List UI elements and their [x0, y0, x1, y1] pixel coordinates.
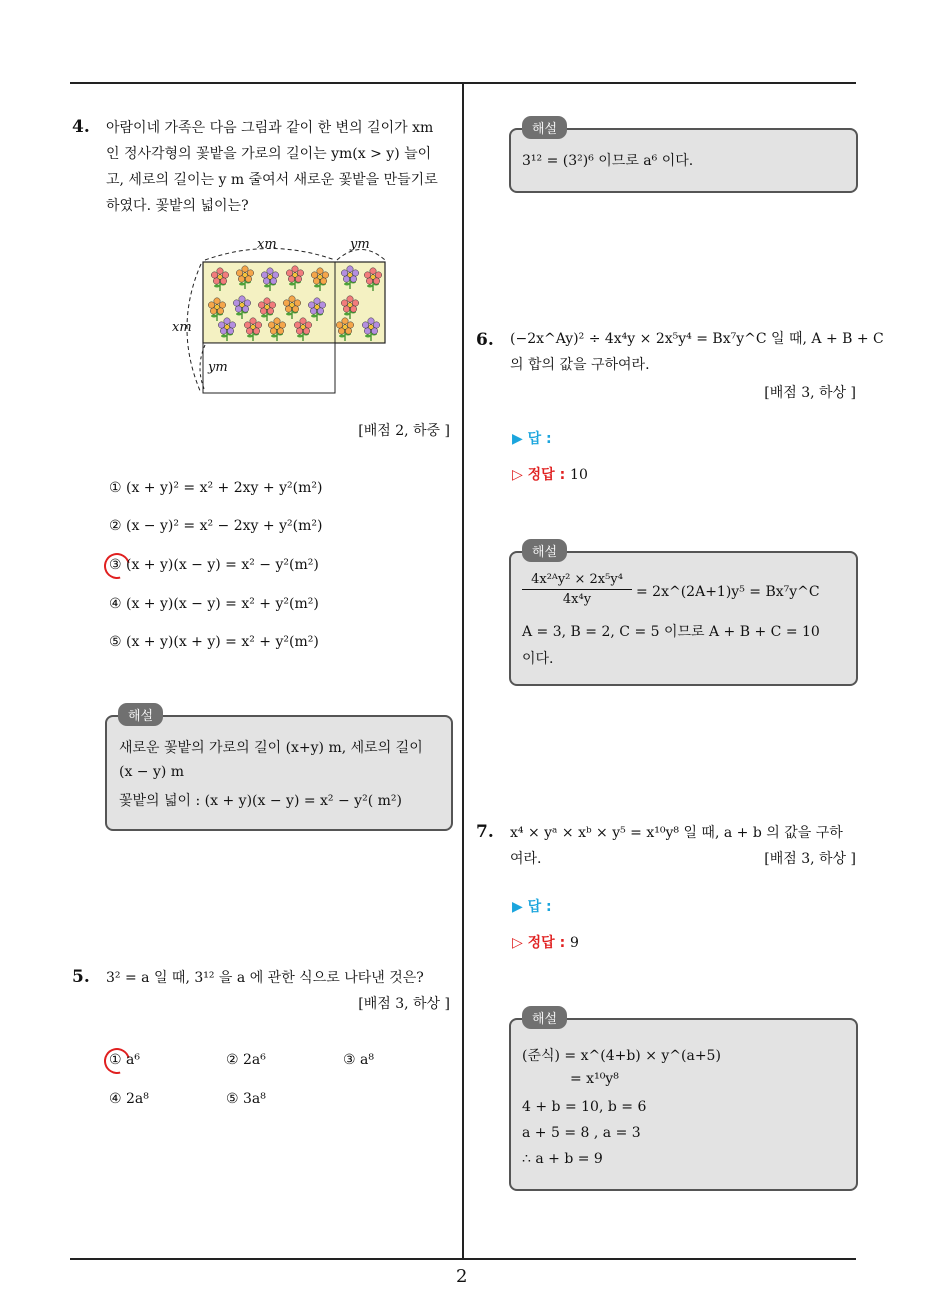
- explanation-line: = x¹⁰y⁸: [570, 1071, 619, 1087]
- choice-3[interactable]: ③ (x + y)(x − y) = x² − y²(m²): [109, 557, 319, 573]
- choice-5[interactable]: ⑤ 3a⁸: [226, 1091, 266, 1107]
- question-5-score: [배점 3, 하상 ]: [358, 996, 450, 1012]
- correct-value: 10: [570, 467, 588, 483]
- question-6-score: [배점 3, 하상 ]: [764, 385, 856, 401]
- question-6-number: 6.: [476, 330, 494, 350]
- figure-label-top-y: ym: [350, 237, 370, 252]
- bottom-rule: [70, 1258, 856, 1260]
- choice-2[interactable]: ② 2a⁶: [226, 1052, 266, 1068]
- fraction-numerator: 4x²ᴬy² × 2x⁵y⁴: [531, 572, 623, 587]
- explanation-line: 4 + b = 10, b = 6: [522, 1099, 647, 1115]
- figure-label-left-x: xm: [172, 320, 192, 335]
- choice-1[interactable]: ① a⁶: [109, 1052, 140, 1068]
- explanation-line: 3¹² = (3²)⁶ 이므로 a⁶ 이다.: [522, 153, 694, 169]
- answer-label: ▶ 답 :: [512, 431, 552, 447]
- fraction: [522, 572, 632, 607]
- flower-garden-figure: [165, 235, 395, 400]
- explanation-line: 이다.: [522, 651, 554, 667]
- correct-label: ▷ 정답 :: [512, 467, 566, 483]
- explanation-line: 꽃밭의 넓이 : (x + y)(x − y) = x² − y²( m²): [119, 793, 402, 809]
- page-number: 2: [456, 1266, 468, 1287]
- figure-label-top-x: xm: [257, 237, 277, 252]
- fraction-denominator: 4x⁴y: [562, 592, 592, 607]
- explanation-tag: 해설: [522, 539, 567, 562]
- question-4-line: 고, 세로의 길이는 y m 줄여서 새로운 꽃밭을 만들기로: [106, 172, 438, 188]
- question-4-score: [배점 2, 하중 ]: [358, 423, 450, 439]
- fraction-bar: [522, 589, 632, 590]
- explanation-tag: 해설: [522, 116, 567, 139]
- explanation-tag: 해설: [522, 1006, 567, 1029]
- question-5-text: 3² = a 일 때, 3¹² 을 a 에 관한 식으로 나타낸 것은?: [106, 970, 424, 986]
- question-4-text: [106, 115, 456, 219]
- correct-value: 9: [570, 935, 579, 951]
- fraction-rest: = 2x^(2A+1)y⁵ = Bx⁷y^C: [636, 584, 820, 600]
- question-6-text: [510, 326, 884, 378]
- question-4-line: 아람이네 가족은 다음 그림과 같이 한 변의 길이가 xm: [106, 120, 434, 136]
- choice-4[interactable]: ④ 2a⁸: [109, 1091, 149, 1107]
- figure-label-inner-y: ym: [208, 360, 228, 375]
- choice-4[interactable]: ④ (x + y)(x − y) = x² + y²(m²): [109, 596, 319, 612]
- explanation-line: ∴ a + b = 9: [522, 1151, 603, 1167]
- answer-label: ▶ 답 :: [512, 899, 552, 915]
- question-7-number: 7.: [476, 822, 494, 842]
- explanation-tag: 해설: [118, 703, 163, 726]
- question-6-line: (−2x^Ay)² ÷ 4x⁴y × 2x⁵y⁴ = Bx⁷y^C 일 때, A + B + C: [510, 331, 884, 347]
- question-7-score: [배점 3, 하상 ]: [764, 851, 856, 867]
- choice-5[interactable]: ⑤ (x + y)(x + y) = x² + y²(m²): [109, 634, 319, 650]
- choice-2[interactable]: ② (x − y)² = x² − 2xy + y²(m²): [109, 518, 323, 534]
- explanation-line: A = 3, B = 2, C = 5 이므로 A + B + C = 10: [522, 624, 820, 640]
- explanation-line: 새로운 꽃밭의 가로의 길이 (x+y) m, 세로의 길이: [119, 740, 423, 756]
- column-divider: [462, 82, 464, 1259]
- choice-1[interactable]: ① (x + y)² = x² + 2xy + y²(m²): [109, 480, 323, 496]
- question-4-number: 4.: [72, 117, 90, 137]
- question-6-line: 의 합의 값을 구하여라.: [510, 357, 650, 373]
- choice-3[interactable]: ③ a⁸: [343, 1052, 374, 1068]
- question-7-line: x⁴ × yᵃ × xᵇ × y⁵ = x¹⁰y⁸ 일 때, a + b 의 값을 구하: [510, 825, 843, 841]
- explanation-line: (x − y) m: [119, 764, 185, 780]
- correct-answer: [512, 932, 579, 952]
- correct-answer: [512, 464, 588, 484]
- question-5-number: 5.: [72, 967, 90, 987]
- question-4-line: 인 정사각형의 꽃밭을 가로의 길이는 ym(x > y) 늘이: [106, 146, 432, 162]
- question-4-line: 하였다. 꽃밭의 넓이는?: [106, 198, 249, 214]
- question-7-line: 여라.: [510, 851, 542, 867]
- explanation-line: (준식) = x^(4+b) × y^(a+5): [522, 1048, 721, 1064]
- explanation-line: a + 5 = 8 , a = 3: [522, 1125, 641, 1141]
- correct-label: ▷ 정답 :: [512, 935, 566, 951]
